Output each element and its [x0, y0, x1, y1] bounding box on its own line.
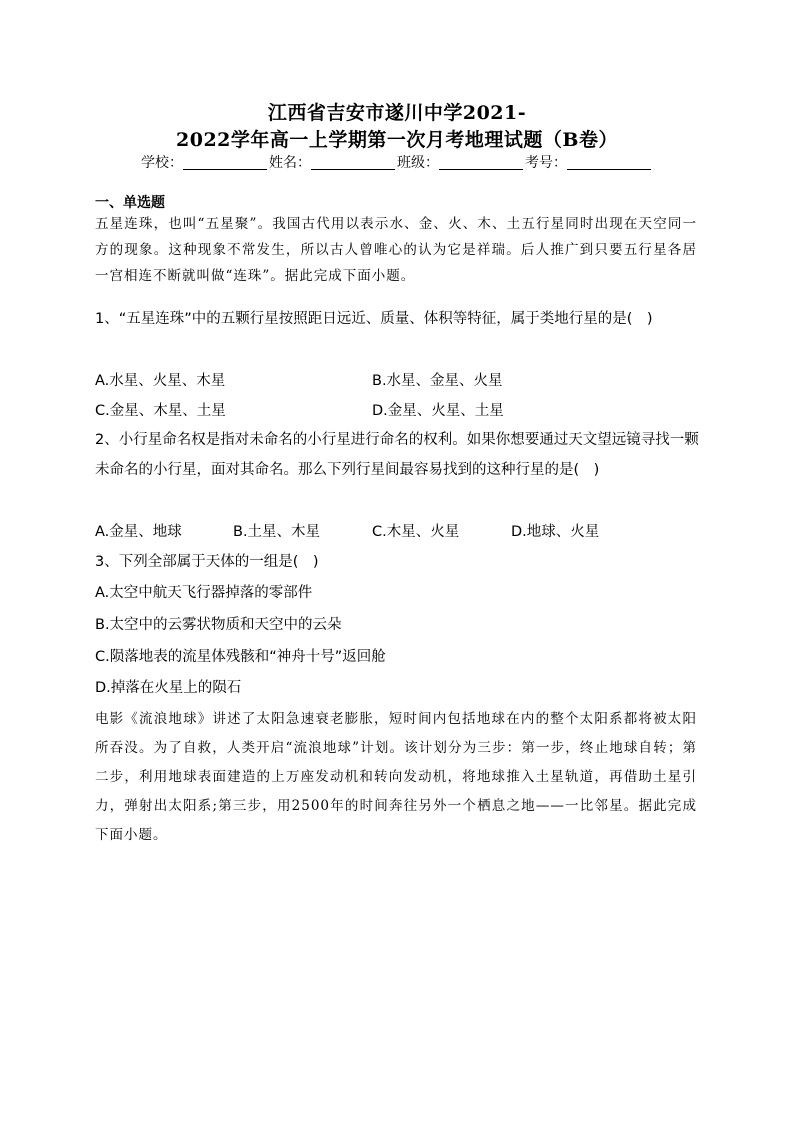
- school-blank: [183, 155, 267, 170]
- question-1-option-d: D.金星、火星、土星: [372, 403, 504, 419]
- student-info-row: [0, 152, 794, 172]
- question-3-option-a: A.太空中航天飞行器掉落的零部件: [95, 585, 313, 601]
- class-label: 班级：: [397, 155, 439, 171]
- exam-title-line1: 江西省吉安市遂川中学2021-: [267, 102, 527, 124]
- question-2-option-a: A.金星、地球: [95, 524, 182, 540]
- question-1-stem: 1、“五星连珠”中的五颗行星按照距日远近、质量、体积等特征，属于类地行星的是( ): [95, 311, 653, 327]
- question-1-option-a: A.水星、火星、木星: [95, 373, 226, 389]
- number-blank: [567, 155, 651, 170]
- name-blank: [311, 155, 395, 170]
- section-title: 一、单选题: [95, 195, 165, 211]
- question-1-option-c: C.金星、木星、土星: [95, 403, 226, 419]
- question-2-option-c: C.木星、火星: [372, 524, 460, 540]
- name-label: 姓名：: [269, 155, 311, 171]
- question-3-stem: 3、下列全部属于天体的一组是( ): [95, 554, 319, 570]
- question-3-option-b: B.太空中的云雾状物质和天空中的云朵: [95, 617, 342, 633]
- class-blank: [439, 155, 523, 170]
- school-label: 学校：: [141, 155, 183, 171]
- question-3-option-c: C.陨落地表的流星体残骸和“神舟十号”返回舱: [95, 649, 386, 665]
- number-label: 考号：: [525, 155, 567, 171]
- exam-title-line2: 2022学年高一上学期第一次月考地理试题（B卷）: [176, 129, 618, 151]
- question-3-option-d: D.掉落在火星上的陨石: [95, 680, 242, 696]
- question-2-option-b: B.土星、木星: [233, 524, 321, 540]
- question-2-option-d: D.地球、火星: [511, 524, 600, 540]
- question-1-option-b: B.水星、金星、火星: [372, 373, 503, 389]
- question-2-stem: 2、小行星命名权是指对未命名的小行星进行命名的权利。如果你想要通过天文望远镜寻找一颗未命名的小行星，面对其命名。那么下列行星间最容易找到的这种行星的是( ): [95, 432, 699, 478]
- passage-wandering-earth: 电影《流浪地球》讲述了太阳急速衰老膨胀，短时间内包括地球在内的整个太阳系都将被太阳所吞没。为了自救，人类开启“流浪地球”计划。该计划分为三步：第一步，终止地球自转；第二步，利用地球表面建造的上万座发动机和转向发动机，将地球推入土星轨道，再借助土星引力，弹射出太阳系;第三步，用2500年的时间奔往另外一个栖息之地——一比邻星。据此完成下面小题。: [95, 711, 697, 843]
- passage-five-planets: 五星连珠，也叫“五星聚”。我国古代用以表示水、金、火、木、土五行星同时出现在天空同一方的现象。这种现象不常发生，所以古人曾唯心的认为它是祥瑞。后人推广到只要五行星各居一宫相连不断就叫做“连珠”。据此完成下面小题。: [95, 216, 697, 284]
